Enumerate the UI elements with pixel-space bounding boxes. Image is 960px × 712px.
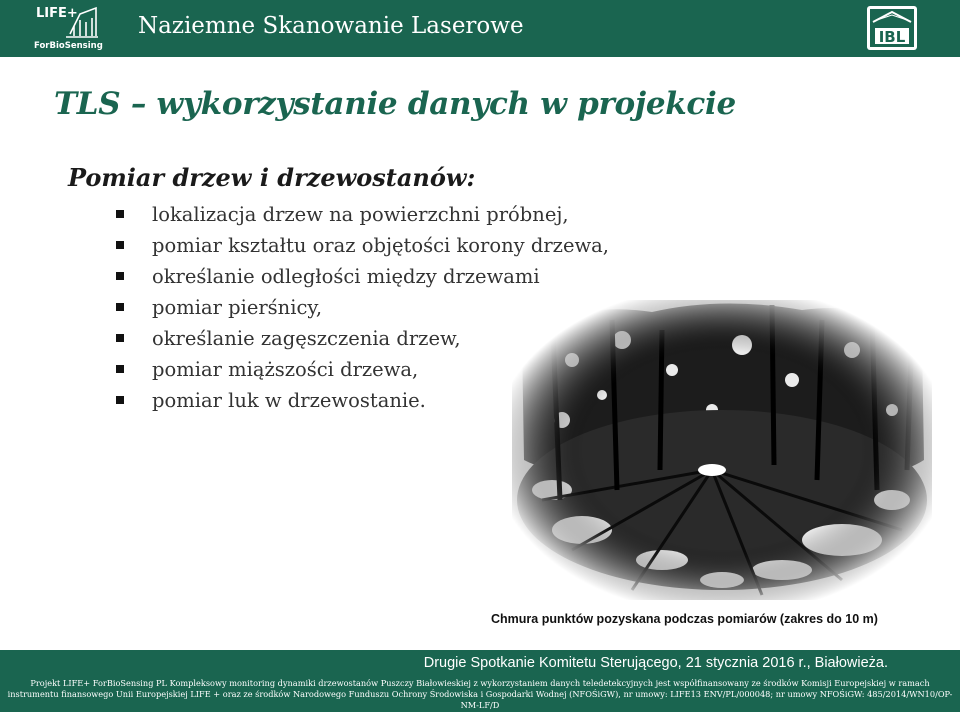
logo-forbiosensing-text: ForBioSensing [34,41,103,51]
footer-bar [0,650,960,678]
bullet-text: określanie odległości między drzewami [152,265,540,288]
slide-title: TLS – wykorzystanie danych w projekcie [54,86,736,122]
bullet-text: pomiar pierśnicy, [152,296,323,319]
ibl-logo [865,4,919,52]
bullet-square-icon [116,303,124,311]
list-item [110,261,609,292]
header-bar [0,0,960,57]
funding-line-1: Projekt LIFE+ ForBioSensing PL Kompleksowy monitoring dynamiki drzewostanów Puszczy Białowieskiej z wykorzystaniem danych teledetekcyjnych jest współfinansowany ze środków Komisji Europejskiej w ramach [30,678,930,688]
bullet-square-icon [116,396,124,404]
bullet-text: lokalizacja drzew na powierzchni próbnej, [152,203,569,226]
image-caption: Chmura punktów pozyskana podczas pomiarów (zakres do 10 m) [491,612,878,626]
bullet-square-icon [116,241,124,249]
bullet-text: pomiar kształtu oraz objętości korony drzewa, [152,234,610,257]
funding-line-3: NM-LF/D [460,700,500,710]
bullet-text: określanie zagęszczenia drzew, [152,327,461,350]
logo-life-text: LIFE+ [36,6,78,21]
funding-line-2: instrumentu finansowego Unii Europejskiej LIFE + oraz ze środków Narodowego Funduszu Ochrony Środowiska i Gospodarki Wodnej (NFOŚiGW), nr umowy: LIFE13 ENV/PL/000048; nr umowy NFOŚiGW: 485/2014/WN10/OP- [7,689,953,699]
footer-funding-notice [0,678,960,712]
bullet-square-icon [116,334,124,342]
header-title: Naziemne Skanowanie Laserowe [138,13,524,39]
ibl-logo-text: IBL [878,28,906,46]
bullet-text: pomiar luk w drzewostanie. [152,389,426,412]
list-item [110,199,609,230]
bullet-square-icon [116,365,124,373]
footer-event-text: Drugie Spotkanie Komitetu Sterującego, 21 stycznia 2016 r., Białowieża. [423,655,888,671]
bullet-square-icon [116,272,124,280]
bullet-square-icon [116,210,124,218]
list-item [110,230,609,261]
lifeplus-forbiosensing-logo [30,4,103,52]
section-heading: Pomiar drzew i drzewostanów: [68,163,476,192]
bullet-text: pomiar miąższości drzewa, [152,358,419,381]
point-cloud-image [512,300,932,600]
